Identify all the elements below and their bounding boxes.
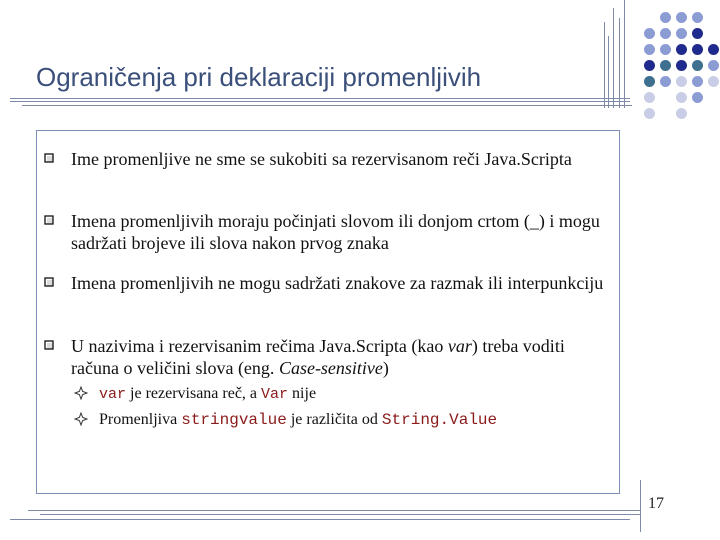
footer-rule [10, 519, 630, 520]
decor-dot [660, 60, 671, 71]
bullet-item [44, 210, 614, 254]
decor-dot [644, 60, 655, 71]
decor-dot [676, 28, 687, 39]
bullet-text-part: ) treba voditi računa o veličini slova (eng. [71, 336, 565, 378]
decor-dot [692, 92, 703, 103]
decor-dot [692, 12, 703, 23]
decor-dot [692, 28, 703, 39]
decor-dot [676, 44, 687, 55]
four-point-star-icon [74, 386, 88, 400]
sub-bullet-text: Promenljiva [99, 411, 182, 428]
decor-dot [660, 28, 671, 39]
decor-dot [644, 92, 655, 103]
sub-bullet-text: je različita od [286, 411, 382, 428]
code-identifier: stringvalue [181, 411, 287, 429]
bullet-item [44, 335, 614, 379]
footer-vertical-line [640, 480, 641, 532]
bullet-text: Imena promenljivih moraju počinjati slovom ili donjom crtom (_) i mogu sadržati brojeve ili slova nakon prvog znaka [71, 211, 600, 253]
footer-rule [40, 514, 640, 515]
four-point-star-icon [74, 412, 88, 426]
sub-bullet-text: nije [288, 385, 317, 402]
decor-vertical-line [604, 22, 605, 108]
hollow-square-icon [44, 277, 54, 287]
decor-dot [644, 28, 655, 39]
code-keyword: var [99, 386, 127, 403]
decor-dot [676, 76, 687, 87]
code-keyword: Var [261, 386, 289, 403]
decor-dot [660, 44, 671, 55]
title-rule [22, 105, 632, 106]
hollow-square-icon [44, 153, 54, 163]
decor-dot [692, 44, 703, 55]
decor-dot [708, 76, 719, 87]
decor-vertical-line [613, 8, 614, 108]
decor-dot [708, 44, 719, 55]
bullet-item [44, 272, 614, 294]
sub-bullet-item [74, 410, 497, 430]
bullet-italic-term: Case-sensitive [278, 358, 383, 378]
decor-dot [692, 60, 703, 71]
decor-vertical-line [624, 0, 625, 108]
sub-bullet-item [74, 384, 316, 405]
title-rule [10, 101, 630, 102]
page-number: 17 [648, 495, 664, 512]
sub-bullet-text: je rezervisana reč, a [126, 385, 262, 402]
decor-dot [644, 44, 655, 55]
code-identifier: String.Value [381, 411, 498, 429]
decor-dot [660, 12, 671, 23]
decor-dot [676, 12, 687, 23]
bullet-text: Imena promenljivih ne mogu sadržati znakove za razmak ili interpunkciju [71, 273, 604, 293]
decor-dot [644, 108, 655, 119]
bullet-text [71, 335, 614, 379]
hollow-square-icon [44, 340, 54, 350]
decor-dot [676, 92, 687, 103]
slide-title: Ograničenja pri deklaraciji promenljivih [36, 62, 482, 92]
hollow-square-icon [44, 215, 54, 225]
bullet-italic-term: var [447, 336, 472, 356]
decor-dot [692, 76, 703, 87]
bullet-item [44, 148, 614, 170]
bullet-text: Ime promenljive ne sme se sukobiti sa rezervisanom reči Java.Scripta [71, 149, 572, 169]
decor-dot [676, 60, 687, 71]
decor-dot [676, 108, 687, 119]
decor-vertical-line [619, 18, 620, 108]
decor-dot [660, 76, 671, 87]
decor-dot [644, 76, 655, 87]
title-rule [10, 98, 630, 99]
bullet-text-part: U nazivima i rezervisanim rečima Java.Scripta (kao [71, 336, 448, 356]
decor-dot [708, 60, 719, 71]
bullet-text-part: ) [382, 358, 389, 378]
content-box [36, 130, 620, 494]
footer-rule [28, 510, 640, 511]
